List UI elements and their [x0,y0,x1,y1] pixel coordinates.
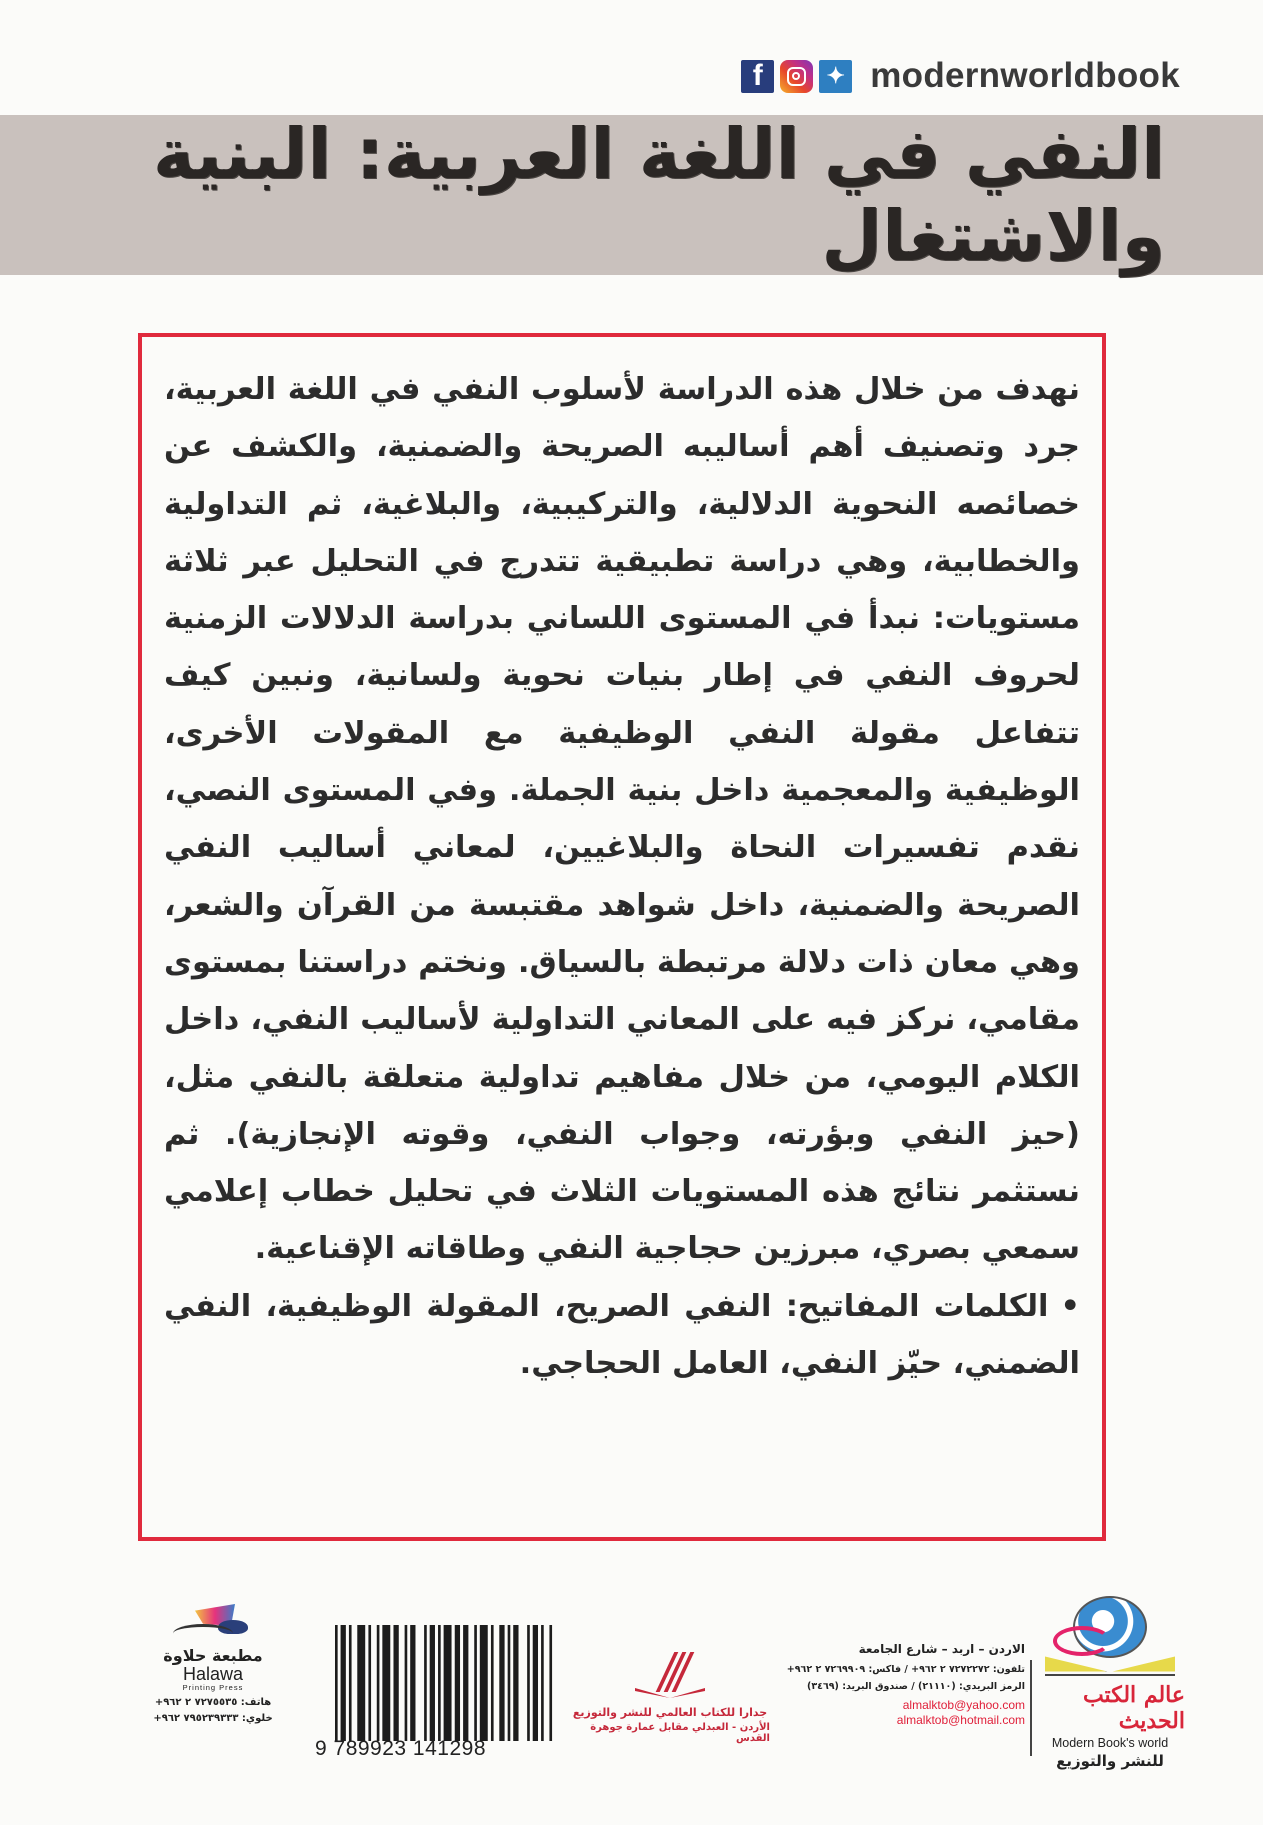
barcode-bar [438,1625,441,1741]
barcode-bar [533,1625,538,1741]
publisher-contact [786,1642,1025,1728]
barcode-bar [377,1625,380,1741]
barcode-bar [430,1625,435,1741]
barcode-bar [335,1625,338,1741]
publisher-email-yahoo[interactable]: almalktob@yahoo.com [902,1698,1025,1712]
publisher-email-hotmail[interactable]: almalktob@hotmail.com [896,1713,1025,1727]
isbn-digits: 9 789923 141298 [315,1737,486,1760]
barcode-bar [499,1625,504,1741]
barcode-bar [410,1625,415,1741]
printer-mobile: خلوي: ٧٩٥٢٣٩٣٣٣ ٩٦٢+ [153,1713,273,1724]
barcode-bar [463,1625,468,1741]
publisher-name-en: Modern Book's world [1051,1736,1169,1750]
abstract-frame [138,333,1106,1541]
printer-phone: هاتف: ٧٢٧٥٥٣٥ ٢ ٩٦٢+ [154,1697,272,1708]
globe-icon [1073,1596,1147,1658]
barcode-bar [455,1625,460,1741]
barcode-bar [382,1625,390,1741]
barcode-bar [405,1625,408,1741]
barcode-bar [508,1625,511,1741]
distributor-address: الأردن - العبدلي مقابل عمارة جوهرة القدس [590,1722,770,1744]
footer [0,1570,1263,1810]
title-band [0,115,1263,275]
distributor-mark-icon [635,1650,705,1692]
publisher-phone-fax: تلفون: ٧٢٧٢٢٧٢ ٢ ٩٦٢+ / فاكس: ٧٢٦٩٩٠٩ ٢ ٩٦٢+ [786,1664,1025,1675]
publisher-divider [1030,1660,1032,1756]
abstract-paragraph: نهدف من خلال هذه الدراسة لأسلوب النفي في اللغة العربية، جرد وتصنيف أهم أساليبه الصريحة والضمنية، والكشف عن خصائصه النحوية الدلالية، والتركيبية، والبلاغية، ثم التداولية والخطابية، وهي دراسة تطبيقية تتدرج في التحليل عبر ثلاثة مستويات: نبدأ في المستوى اللساني بدراسة الدلالات الزمنية لحروف النفي في إطار بنيات نحوية ولسانية، ونبين كيف تتفاعل مقولة النفي الوظيفية مع المقولات الأخرى، الوظيفية والمعجمية داخل بنية الجملة. وفي المستوى النصي، نقدم تفسيرات النحاة والبلاغيين، لمعاني أساليب النفي الصريحة والضمنية، داخل شواهد مقتبسة من القرآن والشعر، وهي معان ذات دلالة مرتبطة بالسياق. ونختم دراستنا بمستوى مقامي، نركز فيه على المعاني التداولية لأساليب النفي، داخل الكلام اليومي، من خلال مفاهيم تداولية متعلقة بالنفي مثل، (حيز النفي وبؤرته، وجواب النفي، وقوته الإنجازية). ثم نستثمر نتائج هذه المستويات الثلاث في تحليل خطاب إعلامي سمعي بصري، مبرزين حجاجية النفي وطاقاته الإقناعية. [164,372,1080,1267]
pegasus-icon [173,1600,253,1642]
barcode-bar [541,1625,544,1741]
barcode-bar [474,1625,477,1741]
book-title: النفي في اللغة العربية: البنية والاشتغال [152,113,1165,277]
publisher-tagline-ar: للنشر والتوزيع [1056,1752,1164,1770]
publisher-name-ar: عالم الكتب الحديث [1082,1682,1185,1734]
publisher-postal: الرمز البريدي: (٢١١١٠) / صندوق البريد: (٣٤٦٩) [807,1681,1025,1692]
open-book-icon [635,1688,705,1698]
book-base-line [1045,1674,1175,1676]
barcode-bar [549,1625,552,1741]
social-handle[interactable]: modernworldbook [870,56,1180,95]
swoosh-shape [173,1624,233,1643]
distributor-name: جدارا للكتاب العالمي للنشر والتوزيع [572,1706,768,1719]
distributor-logo [570,1650,770,1744]
barcode-bar [491,1625,494,1741]
barcode-bar [527,1625,530,1741]
publisher-logo [1035,1590,1185,1770]
barcode-bar [349,1625,352,1741]
publisher-address: الاردن – اربد – شارع الجامعة [858,1642,1025,1656]
instagram-icon[interactable] [780,60,813,93]
keywords-line [164,1278,1080,1393]
barcode-bar [393,1625,398,1741]
barcode-bar [357,1625,365,1741]
bullet-icon: • [1060,1288,1080,1324]
barcode-bar [368,1625,371,1741]
barcode-bar [341,1625,346,1741]
printer-name-ar: مطبعة حلاوة [163,1646,263,1665]
barcode-bar [513,1625,518,1741]
social-bar [741,56,1180,96]
barcode-bar [480,1625,488,1741]
printer-name-en: Halawa [182,1664,244,1684]
abstract-text-block [164,361,1080,1392]
facebook-icon[interactable]: f [741,60,774,93]
barcode-bar [444,1625,452,1741]
printer-logo [138,1600,288,1724]
keywords-text: الكلمات المفاتيح: النفي الصريح، المقولة الوظيفية، النفي الضمني، حيّز النفي، العامل الحجاجي. [164,1288,1080,1382]
barcode-bars [335,1625,555,1741]
barcode-bar [424,1625,427,1741]
printer-subtitle: Printing Press [182,1683,244,1692]
isbn-barcode [315,1625,555,1760]
twitter-icon[interactable]: ✦ [819,60,852,93]
camera-glyph [787,67,806,86]
